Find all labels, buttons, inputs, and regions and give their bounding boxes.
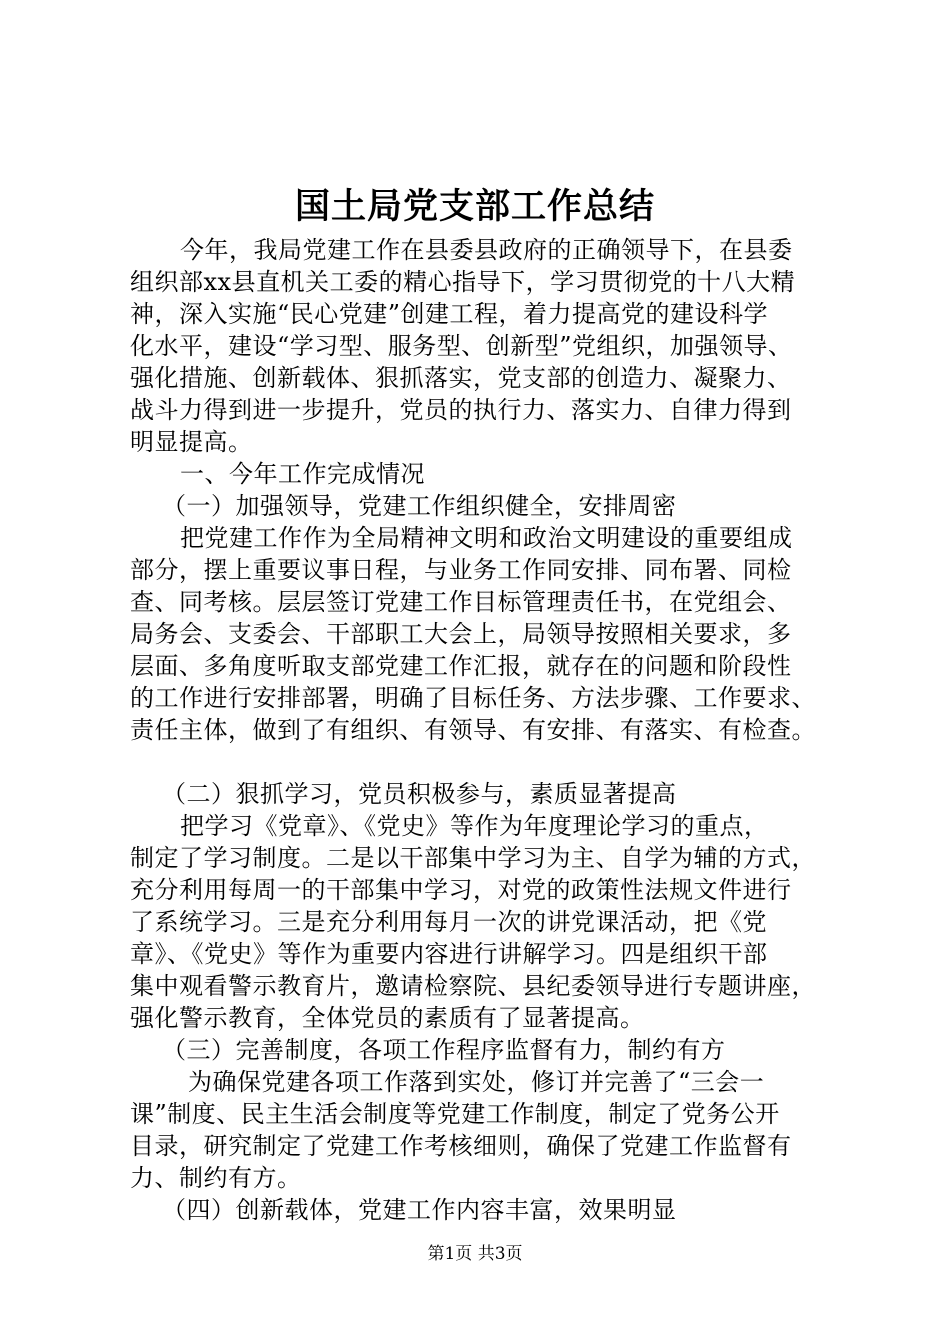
paragraph-line: 为确保党建各项工作落到实处，修订并完善了“三会一 xyxy=(188,1068,765,1096)
paragraph-line: 今年，我局党建工作在县委县政府的正确领导下，在县委 xyxy=(180,236,793,264)
paragraph-line: 神，深入实施“民心党建”创建工程，着力提高党的建设科学 xyxy=(130,300,769,328)
page-number: 第1页 共3页 xyxy=(427,1244,523,1264)
paragraph-line: 集中观看警示教育片，邀请检察院、县纪委领导进行专题讲座， xyxy=(130,972,816,1000)
section-heading: 一、今年工作完成情况 xyxy=(180,460,425,488)
subsection-heading: （一）加强领导，党建工作组织健全，安排周密 xyxy=(162,492,677,520)
paragraph-line: 责任主体，做到了有组织、有领导、有安排、有落实、有检查。 xyxy=(130,716,816,744)
paragraph-line: 明显提高。 xyxy=(130,428,253,456)
document-body xyxy=(130,234,844,1226)
subsection-heading: （四）创新载体，党建工作内容丰富，效果明显 xyxy=(162,1196,677,1224)
paragraph-line: 查、同考核。层层签订党建工作目标管理责任书，在党组会、 xyxy=(130,588,792,616)
paragraph-line: 层面、多角度听取支部党建工作汇报，就存在的问题和阶段性 xyxy=(130,652,792,680)
subsection-heading: （三）完善制度，各项工作程序监督有力，制约有方 xyxy=(162,1036,726,1064)
document-title: 国土局党支部工作总结 xyxy=(294,186,655,227)
paragraph-line: 强化警示教育，全体党员的素质有了显著提高。 xyxy=(130,1004,645,1032)
paragraph-line: 组织部xx县直机关工委的精心指导下，学习贯彻党的十八大精 xyxy=(130,268,796,296)
paragraph-line: 化水平，建设“学习型、服务型、创新型”党组织，加强领导、 xyxy=(130,332,793,360)
paragraph-line: 局务会、支委会、干部职工大会上，局领导按照相关要求，多 xyxy=(130,620,792,648)
paragraph-line: 制定了学习制度。二是以干部集中学习为主、自学为辅的方式， xyxy=(130,844,816,872)
paragraph-spacer xyxy=(130,746,844,778)
subsection-heading: （二）狠抓学习，党员积极参与，素质显著提高 xyxy=(162,780,677,808)
paragraph-line: 章》、《党史》等作为重要内容进行讲解学习。四是组织干部 xyxy=(130,940,768,968)
paragraph-line: 力、制约有方。 xyxy=(130,1164,302,1192)
paragraph-line: 课”制度、民主生活会制度等党建工作制度，制定了党务公开 xyxy=(130,1100,780,1128)
paragraph-line: 把学习《党章》、《党史》等作为年度理论学习的重点， xyxy=(180,812,769,840)
paragraph-line: 目录，研究制定了党建工作考核细则，确保了党建工作监督有 xyxy=(130,1132,792,1160)
paragraph-line: 充分利用每周一的干部集中学习，对党的政策性法规文件进行 xyxy=(130,876,792,904)
paragraph-line: 部分，摆上重要议事日程，与业务工作同安排、同布署、同检 xyxy=(130,556,792,584)
paragraph-line: 了系统学习。三是充分利用每月一次的讲党课活动，把《党 xyxy=(130,908,767,936)
paragraph-line: 的工作进行安排部署，明确了目标任务、方法步骤、工作要求、 xyxy=(130,684,816,712)
paragraph-line: 强化措施、创新载体、狠抓落实，党支部的创造力、凝聚力、 xyxy=(130,364,792,392)
paragraph-line: 战斗力得到进一步提升，党员的执行力、落实力、自律力得到 xyxy=(130,396,792,424)
paragraph-line: 把党建工作作为全局精神文明和政治文明建设的重要组成 xyxy=(180,524,793,552)
